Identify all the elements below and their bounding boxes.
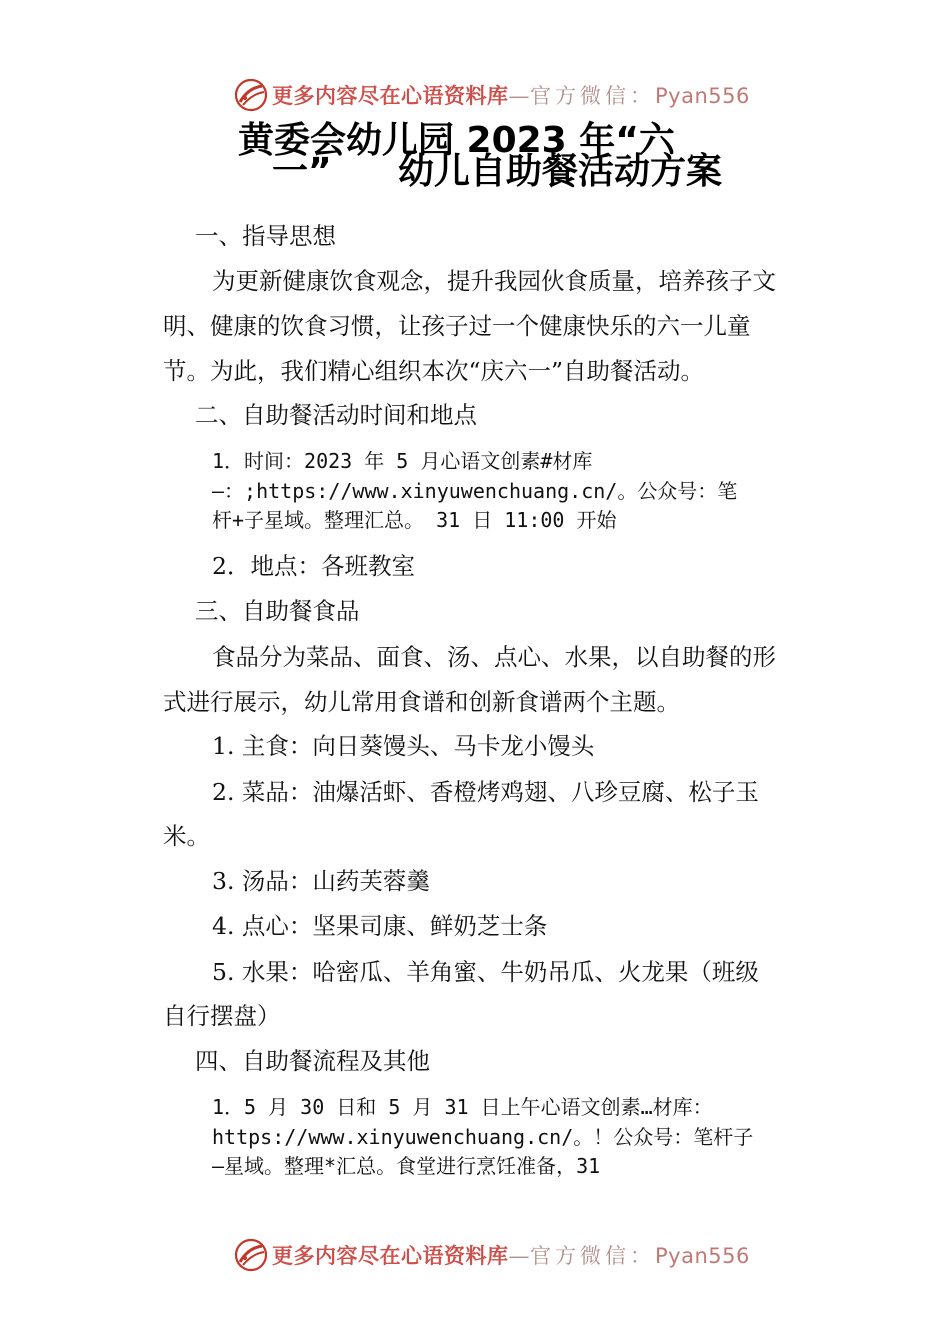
paragraph: 食品分为菜品、面食、汤、点心、水果，以自助餐的形 bbox=[212, 643, 776, 671]
watermark-dash: — bbox=[508, 1244, 530, 1268]
watermark-brand: 更多内容尽在心语资料库 bbox=[272, 1243, 509, 1268]
watermark-dash: — bbox=[508, 84, 530, 108]
document-title-line2a: 一” bbox=[272, 151, 332, 192]
watermark-text bbox=[272, 1240, 750, 1270]
brand-logo-icon bbox=[234, 1238, 268, 1272]
section-heading-1: 一、指导思想 bbox=[195, 222, 336, 250]
header-watermark bbox=[0, 74, 950, 114]
watermark-text bbox=[272, 80, 750, 110]
list-item: 3. 汤品：山药芙蓉羹 bbox=[212, 867, 430, 895]
list-item-process-cont: —星域。整理*汇总。食堂进行烹饪准备，31 bbox=[212, 1154, 601, 1178]
list-item: 2. 菜品：油爆活虾、香橙烤鸡翅、八珍豆腐、松子玉 bbox=[212, 778, 759, 806]
section-heading-3: 三、自助餐食品 bbox=[195, 597, 360, 625]
footer-watermark bbox=[0, 1234, 950, 1274]
list-item-time: 1．时间：2023 年 5 月心语文创素#材库 bbox=[212, 449, 593, 473]
list-item-time-cont: —：;https://www.xinyuwenchuang.cn/。公众号：笔 bbox=[212, 479, 738, 503]
list-item-time-cont: 杆+子星域。整理汇总。 31 日 11:00 开始 bbox=[212, 508, 617, 532]
paragraph: 式进行展示，幼儿常用食谱和创新食谱两个主题。 bbox=[163, 688, 680, 716]
list-item-place: 2．地点：各班教室 bbox=[212, 552, 415, 580]
list-item-process-cont: https://www.xinyuwenchuang.cn/。！公众号：笔杆子 bbox=[212, 1125, 754, 1149]
watermark-label: 官方微信： bbox=[530, 84, 655, 108]
document-title-line2b: 幼儿自助餐活动方案 bbox=[398, 151, 723, 192]
document-title-line1: 黄委会幼儿园 2023 年“六 bbox=[238, 120, 675, 161]
list-item: 1. 主食：向日葵馒头、马卡龙小馒头 bbox=[212, 732, 595, 760]
watermark-wechat-id: Pyan556 bbox=[655, 84, 750, 108]
watermark-brand: 更多内容尽在心语资料库 bbox=[272, 83, 509, 108]
section-heading-4: 四、自助餐流程及其他 bbox=[195, 1047, 430, 1075]
list-item: 5. 水果：哈密瓜、羊角蜜、牛奶吊瓜、火龙果（班级 bbox=[212, 958, 759, 986]
watermark-label: 官方微信： bbox=[530, 1244, 655, 1268]
paragraph: 明、健康的饮食习惯，让孩子过一个健康快乐的六一儿童 bbox=[163, 312, 751, 340]
list-item: 4. 点心：坚果司康、鲜奶芝士条 bbox=[212, 912, 548, 940]
section-heading-2: 二、自助餐活动时间和地点 bbox=[195, 401, 477, 429]
list-item-cont: 米。 bbox=[163, 822, 210, 850]
watermark-wechat-id: Pyan556 bbox=[655, 1244, 750, 1268]
list-item-cont: 自行摆盘） bbox=[163, 1002, 281, 1030]
brand-logo-icon bbox=[234, 78, 268, 112]
paragraph: 节。为此，我们精心组织本次“庆六一”自助餐活动。 bbox=[163, 357, 705, 385]
list-item-process: 1．5 月 30 日和 5 月 31 日上午心语文创素…材库： bbox=[212, 1095, 713, 1119]
paragraph: 为更新健康饮食观念，提升我园伙食质量，培养孩子文 bbox=[212, 267, 776, 295]
